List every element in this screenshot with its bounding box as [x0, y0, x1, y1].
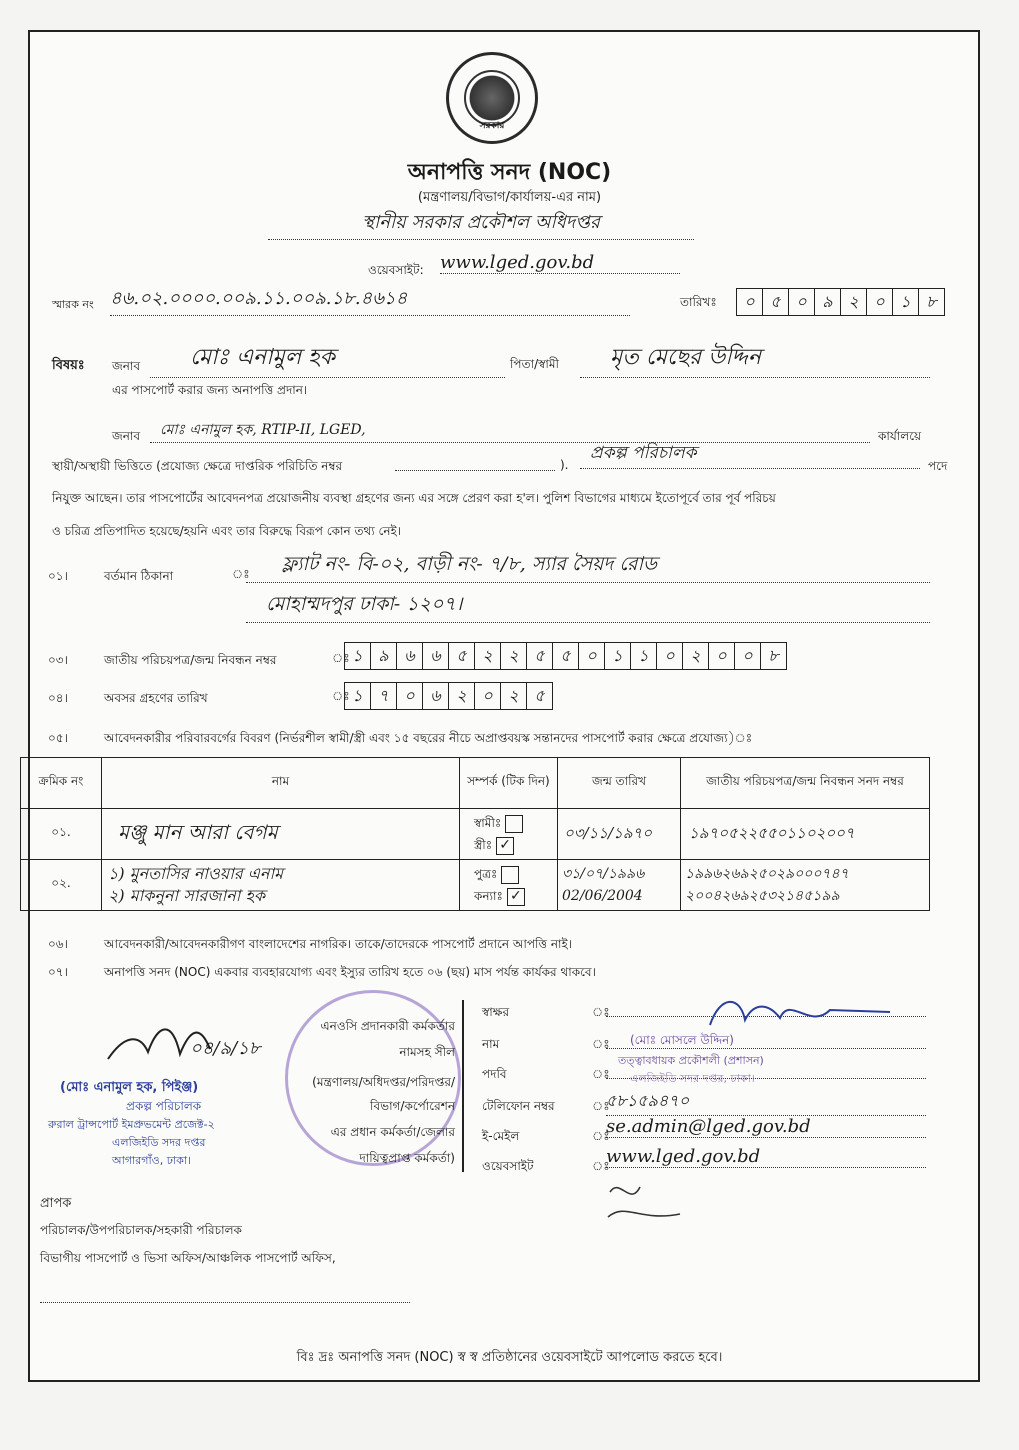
field-phone-label: টেলিফোন নম্বর — [482, 1099, 555, 1113]
child-dob-1: ৩১/০৭/১৯৯৬ — [562, 866, 645, 882]
date-boxes — [736, 288, 945, 316]
checkbox-wife: ✓ — [496, 837, 514, 855]
website-label: ওয়েবসাইট: — [368, 263, 424, 277]
field-web-label: ওয়েবসাইট — [482, 1159, 534, 1173]
citizenship-statement: আবেদনকারী/আবেদনকারীগণ বাংলাদেশের নাগরিক। তাকে/তাদেরকে পাসপোর্ট প্রদানে আপত্তি নাই। — [104, 937, 573, 951]
officer-label-5: এর প্রধান কর্মকর্তা/জেলার — [330, 1125, 455, 1139]
address-label: বর্তমান ঠিকানা — [104, 569, 174, 583]
child-name-2: ২) মাকনুনা সারজানা হক — [108, 886, 266, 905]
officer-label-2: নামসহ সীল — [399, 1045, 455, 1059]
date-label: তারিখঃ — [680, 295, 717, 309]
date-digit: ০ — [789, 289, 815, 315]
stamp-left-office: এলজিইডি সদর দপ্তর — [112, 1136, 206, 1149]
item-number-05: ০৫। — [48, 731, 68, 745]
paragraph-line-1: নিযুক্ত আছেন। তার পাসপোর্টের আবেদনপত্র প্রয়োজনীয় ব্যবস্থা গ্রহণের জন্য এর সঙ্গে প্রেরণ করা হ'ল। পুলিশ বিভাগের মাধ্যমে ইতোপূর্বে তার পূর্ব পরিচয় — [52, 491, 776, 505]
memo-number: ৪৬.০২.০০০০.০০৯.১১.০০৯.১৮.৪৬১৪ — [110, 284, 630, 316]
pode-label: পদে — [928, 459, 948, 473]
date-digit: ৮ — [926, 291, 937, 311]
close-paren: ). — [560, 458, 569, 472]
passport-purpose: এর পাসপোর্ট করার জন্য অনাপত্তি প্রদান। — [112, 383, 308, 397]
date-digit: ০ — [867, 289, 893, 315]
retirement-date-boxes: ১ ৭ ০ ৬ ২ ০ ২ ৫ — [344, 682, 553, 710]
colon: ঃ — [592, 1159, 610, 1173]
website-value: www.lged.gov.bd — [440, 252, 680, 274]
checkbox-husband — [505, 815, 523, 833]
row-serial: ০১. — [21, 809, 102, 860]
row-name: মঞ্জু মান আরা বেগম — [102, 809, 460, 860]
stamp-right-name: (মোঃ মোসলে উদ্দিন) — [630, 1033, 734, 1047]
checkbox-daughter: ✓ — [507, 888, 525, 906]
recipient-blank-line — [40, 1302, 410, 1303]
item-number-06: ০৬। — [48, 937, 68, 951]
field-name-label: নাম — [482, 1037, 500, 1051]
relation-son: পুত্রঃ — [474, 867, 498, 881]
office-suffix: কার্যালয়ে — [878, 429, 922, 443]
janab2-label: জনাব — [112, 429, 141, 443]
child-nid-2: ২০০৪২৬৯২৫৩২১৪৫১৯৯ — [685, 888, 840, 904]
item-number-01: ০১। — [48, 569, 68, 583]
paragraph-line-2: ও চরিত্র প্রতিপাদিত হয়েছে/হয়নি এবং তার বিরুদ্ধে বিরূপ কোন তথ্য নেই। — [52, 524, 402, 538]
family-description-label: আবেদনকারীর পরিবারবর্গের বিবরণ (নির্ভরশীল স্বামী/স্ত্রী এবং ১৫ বছরের নীচে অপ্রাপ্তবয়স্ক সন্তানদের পাসপোর্ট করার ক্ষেত্রে প্রযোজ্য)ঃ — [104, 731, 753, 745]
applicant-name: মোঃ এনামুল হক — [150, 340, 505, 378]
field-sign-label: স্বাক্ষর — [482, 1005, 510, 1019]
header-serial: ক্রমিক নং — [21, 758, 102, 809]
date-digit: ২ — [841, 289, 867, 315]
stamp-right-designation: তত্ত্বাবধায়ক প্রকৌশলী (প্রশাসন) — [618, 1054, 764, 1067]
recipient-line-1: পরিচালক/উপপরিচালক/সহকারী পরিচালক — [40, 1223, 242, 1237]
permanent-basis-text: স্থায়ী/অস্থায়ী ভিত্তিতে (প্রযোজ্য ক্ষেত্রে দাপ্তরিক পরিচিতি নম্বর — [52, 459, 343, 473]
janab-label: জনাব — [112, 359, 141, 373]
date-digit: ৫ — [763, 289, 789, 315]
validity-statement: অনাপত্তি সনদ (NOC) একবার ব্যবহারযোগ্য এবং ইস্যুর তারিখ হতে ০৬ (ছয়) মাস পর্যন্ত কার্যকর থাকবে। — [104, 965, 596, 979]
row-nid: ১৯৭০৫২২৫৫০১১০২০০৭ — [681, 809, 930, 860]
footer-note: বিঃ দ্রঃ অনাপত্তি সনদ (NOC) স্ব স্ব প্রতিষ্ঠানের ওয়েবসাইটে আপলোড করতে হবে। — [296, 1350, 723, 1365]
document-subtitle: (মন্ত্রণালয়/বিভাগ/কার্যালয়-এর নাম) — [417, 190, 602, 205]
address-line-2: মোহাম্মদপুর ঢাকা- ১২০৭। — [246, 590, 930, 623]
seal-label: সরকার — [479, 121, 505, 131]
date-digit: ৯ — [815, 289, 841, 315]
father-label: পিতা/স্বামী — [510, 357, 559, 371]
phone-value: ৫৮১৫৯৪৭০ — [606, 1088, 926, 1116]
header-dob: জন্ম তারিখ — [558, 758, 681, 809]
stamp-left-project: রুরাল ট্রান্সপোর্ট ইমপ্রুভমেন্ট প্রজেক্ট-২ — [48, 1118, 215, 1131]
official-id-blank — [395, 470, 555, 471]
header-nid: জাতীয় পরিচয়পত্র/জন্ম নিবন্ধন সনদ নম্বর — [681, 758, 930, 809]
designation: প্রকল্প পরিচালক — [580, 440, 920, 469]
table-row — [21, 860, 930, 911]
recipient-line-2: বিভাগীয় পাসপোর্ট ও ভিসা অফিস/আঞ্চলিক পাসপোর্ট অফিস, — [40, 1251, 336, 1265]
government-seal — [446, 52, 538, 144]
child-nid-1: ১৯৯৬২৬৯২৫০২৯০০০৭৪৭ — [685, 866, 849, 882]
relation-wife: স্ত্রীঃ — [474, 838, 493, 852]
field-designation-label: পদবি — [482, 1067, 507, 1081]
officer-info: মোঃ এনামুল হক, RTIP-II, LGED, — [150, 418, 870, 443]
father-name: মৃত মেছের উদ্দিন — [580, 340, 930, 378]
stamp-left-designation: প্রকল্প পরিচালক — [126, 1099, 202, 1113]
field-email-label: ই-মেইল — [482, 1129, 520, 1143]
relation-daughter: কন্যাঃ — [474, 889, 503, 903]
row-serial: ০২. — [21, 860, 102, 911]
date-digit: ১ — [893, 289, 919, 315]
retirement-label: অবসর গ্রহণের তারিখ — [104, 691, 208, 705]
child-dob-2: 02/06/2004 — [562, 888, 643, 904]
colon: ঃ — [592, 1005, 610, 1019]
memo-label: স্মারক নং — [52, 298, 94, 311]
family-table — [20, 757, 930, 911]
officer-label-3: (মন্ত্রণালয়/অধিদপ্তর/পরিদপ্তর/ — [312, 1075, 455, 1089]
colon: ঃ — [592, 1129, 610, 1143]
officer-label-6: দায়িত্বপ্রাপ্ত কর্মকর্তা) — [359, 1151, 455, 1165]
divider-vertical — [462, 1000, 464, 1172]
officer-label-4: বিভাগ/কর্পোরেশন — [370, 1099, 455, 1113]
recipient-label: প্রাপক — [40, 1196, 72, 1211]
colon: ঃ — [592, 1099, 610, 1113]
colon: ঃ — [592, 1037, 610, 1051]
checkbox-son — [501, 866, 519, 884]
office-name: স্থানীয় সরকার প্রকৌশল অধিদপ্তর — [268, 208, 694, 240]
initial-signature-icon — [600, 1172, 690, 1232]
stamp-right-office: এলজিইডি সদর দপ্তর, ঢাকা। — [630, 1072, 755, 1085]
date-digit: ০ — [737, 289, 763, 315]
header-name: নাম — [102, 758, 460, 809]
child-name-1: ১) মুনতাসির নাওয়ার এনাম — [108, 864, 283, 883]
relation-husband: স্বামীঃ — [474, 816, 502, 830]
document-title: অনাপত্তি সনদ (NOC) — [407, 160, 612, 185]
colon: ঃ — [592, 1067, 610, 1081]
stamp-left-name: (মোঃ এনামুল হক, পিইঞ্জ) — [60, 1080, 199, 1095]
stamp-left-location: আগারগাঁও, ঢাকা। — [112, 1154, 192, 1167]
website-value-sig: www.lged.gov.bd — [606, 1146, 926, 1168]
subject-label: বিষয়ঃ — [52, 358, 85, 373]
row-dob: ০৩/১১/১৯৭০ — [558, 809, 681, 860]
nid-label: জাতীয় পরিচয়পত্র/জন্ম নিবন্ধন নম্বর — [104, 653, 277, 667]
table-row — [21, 809, 930, 860]
item-number-07: ০৭। — [48, 965, 68, 979]
left-sign-date: ০৪/৯/১৮ — [190, 1038, 261, 1059]
officer-label-1: এনওসি প্রদানকারী কর্মকর্তার — [320, 1019, 455, 1033]
address-line-1: ফ্ল্যাট নং- বি-০২, বাড়ী নং- ৭/৮, স্যার সৈয়দ রোড — [246, 550, 930, 583]
item-number-03: ০৩। — [48, 653, 68, 667]
email-value: se.admin@lged.gov.bd — [606, 1116, 926, 1138]
item-number-04: ০৪। — [48, 691, 68, 705]
header-relation: সম্পর্ক (টিক দিন) — [460, 758, 558, 809]
nid-boxes: ১ ৯ ৬ ৬ ৫ ২ ২ ৫ ৫ ০ ১ ১ ০ ২ ০ ০ ৮ — [344, 642, 787, 670]
